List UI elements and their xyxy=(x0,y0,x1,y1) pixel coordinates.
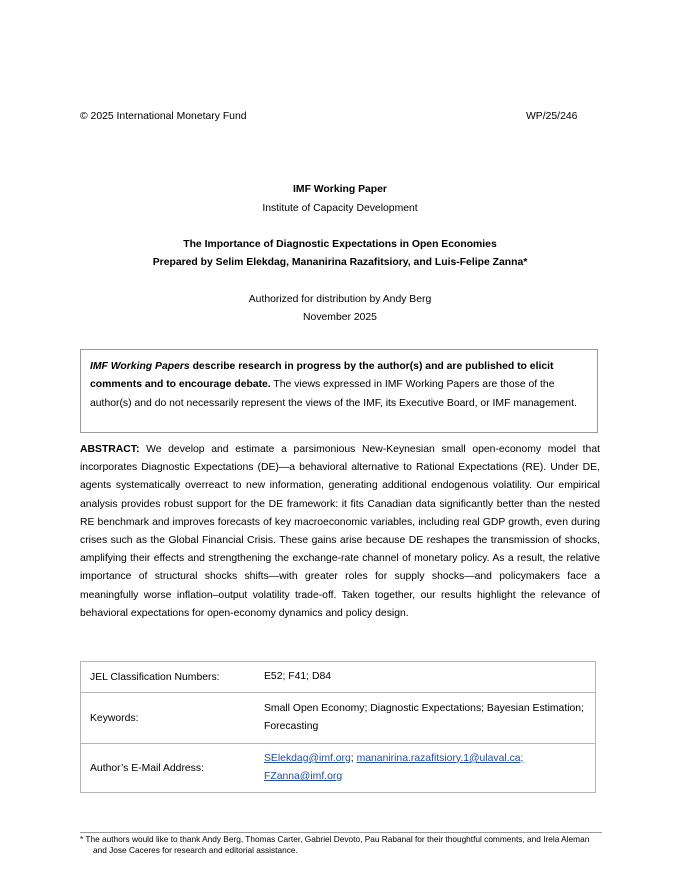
paper-title: The Importance of Diagnostic Expectations in Open Economies xyxy=(183,239,497,250)
disclaimer-lead: describe research in progress by the author(s) and are published to elicit comments and to encourage debate. xyxy=(90,361,554,391)
table-row xyxy=(81,693,596,744)
abstract xyxy=(80,441,600,623)
keywords-label: Keywords: xyxy=(81,693,257,744)
abstract-label: ABSTRACT: xyxy=(80,444,140,455)
publication-date: November 2025 xyxy=(303,312,377,323)
footnote: * The authors would like to thank Andy Berg, Thomas Carter, Gabriel Devoto, Pau Rabanal for their thoughtful comments, and Irela Aleman and Jose Caceres for research and editorial assistance. xyxy=(80,834,590,856)
disclaimer-series-name: IMF Working Papers xyxy=(90,361,190,372)
footnote-divider xyxy=(80,832,602,833)
email-link-razafitsiory[interactable]: mananirina.razafitsiory.1@ulaval.ca; xyxy=(356,752,524,764)
disclaimer-body: The views expressed in IMF Working Papers are those of the author(s) and do not necessarily represent the views of the IMF, its Executive Board, or IMF management. xyxy=(90,379,577,409)
copyright-notice: © 2025 International Monetary Fund xyxy=(80,111,247,122)
jel-value: E52; F41; D84 xyxy=(256,662,596,693)
email-label: Author’s E-Mail Address: xyxy=(81,744,257,793)
classification-table xyxy=(80,661,596,793)
email-value xyxy=(256,744,596,793)
series-title: IMF Working Paper xyxy=(293,184,387,195)
department-name: Institute of Capacity Development xyxy=(262,203,418,214)
authorization-line: Authorized for distribution by Andy Berg xyxy=(248,294,432,305)
disclaimer-box xyxy=(80,349,598,433)
author-line: Prepared by Selim Elekdag, Mananirina Razafitsiory, and Luis-Felipe Zanna* xyxy=(152,257,528,268)
email-link-elekdag[interactable]: SElekdag@imf.org xyxy=(264,752,351,764)
working-paper-number: WP/25/246 xyxy=(526,111,578,122)
email-link-zanna[interactable]: FZanna@imf.org xyxy=(264,771,343,782)
email-separator: ; xyxy=(350,752,357,764)
abstract-text: We develop and estimate a parsimonious New-Keynesian small open-economy model that incorporates Diagnostic Expectations (DE)—a behavioral alternative to Rational Expectations (RE). Under DE, agents systematically overreact to new information, generating additional endogenous volatility. Our empirical analysis provides robust support for the DE framework: it fits Canadian data significantly better than the nested RE benchmark and improves forecasts of key macroeconomic variables, including real GDP growth, even during crises such as the Global Financial Crisis. These gains arise because DE reshapes the transmission of shocks, amplifying their effects and strengthening the exchange-rate channel of monetary policy. As a result, the relative importance of structural shocks shifts—with greater roles for supply shocks—and policymakers face a meaningfully worse inflation–output volatility trade-off. Taken together, our results highlight the relevance of behavioral expectations for open-economy dynamics and policy design. xyxy=(80,444,600,619)
keywords-value: Small Open Economy; Diagnostic Expectations; Bayesian Estimation; Forecasting xyxy=(256,693,596,744)
jel-label: JEL Classification Numbers: xyxy=(81,662,257,693)
table-row xyxy=(81,662,596,693)
table-row xyxy=(81,744,596,793)
